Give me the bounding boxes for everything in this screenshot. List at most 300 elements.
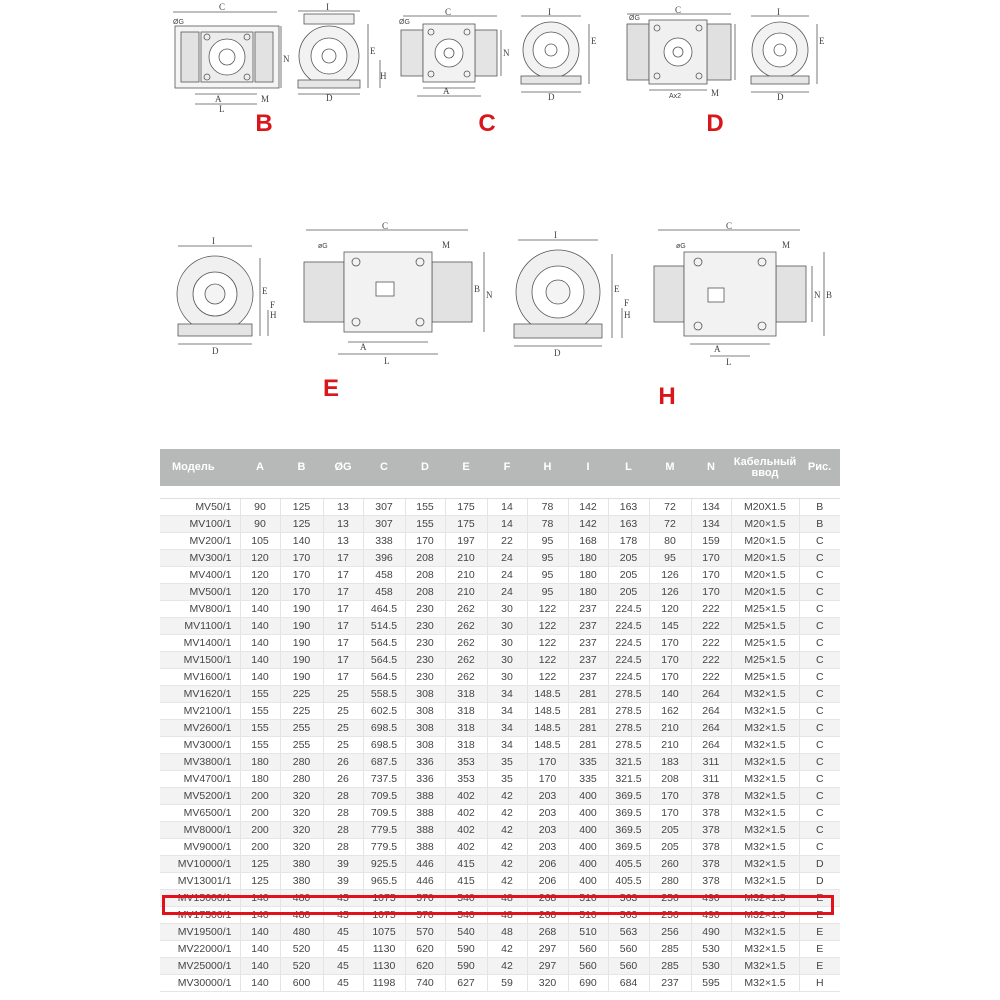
table-cell: 458 xyxy=(363,567,405,584)
table-cell: M20×1.5 xyxy=(731,516,799,533)
table-cell: 278.5 xyxy=(608,737,649,754)
table-cell: 1130 xyxy=(363,941,405,958)
table-cell: C xyxy=(799,720,840,737)
table-row xyxy=(160,686,840,703)
cell-model: MV200/1 xyxy=(160,533,240,550)
table-cell: 122 xyxy=(527,669,568,686)
table-cell: 140 xyxy=(649,686,691,703)
table-cell: 140 xyxy=(240,958,280,975)
table-cell: 224.5 xyxy=(608,669,649,686)
header-n: N xyxy=(691,449,731,486)
drawing-b-side-view xyxy=(165,4,290,114)
table-cell: 200 xyxy=(240,839,280,856)
table-cell: 14 xyxy=(487,516,527,533)
dim-a: A xyxy=(443,86,450,96)
cell-model: MV400/1 xyxy=(160,567,240,584)
table-cell: 140 xyxy=(240,652,280,669)
table-cell: 140 xyxy=(240,941,280,958)
dim-m: M xyxy=(782,240,791,250)
table-cell: 13 xyxy=(323,499,363,516)
table-cell: 45 xyxy=(323,958,363,975)
table-row xyxy=(160,618,840,635)
header-l: L xyxy=(608,449,649,486)
table-cell: 510 xyxy=(568,890,608,907)
table-cell: 620 xyxy=(405,941,445,958)
table-cell: 237 xyxy=(568,601,608,618)
cell-model: MV9000/1 xyxy=(160,839,240,856)
dim-e: E xyxy=(614,284,620,294)
table-cell: M25×1.5 xyxy=(731,601,799,618)
table-row xyxy=(160,958,840,975)
table-cell: 264 xyxy=(691,686,731,703)
table-cell: C xyxy=(799,635,840,652)
table-cell: 1198 xyxy=(363,975,405,992)
table-cell: 120 xyxy=(240,550,280,567)
table-row xyxy=(160,805,840,822)
table-cell: C xyxy=(799,550,840,567)
table-cell: 464.5 xyxy=(363,601,405,618)
table-cell: 338 xyxy=(363,533,405,550)
table-cell: 318 xyxy=(445,720,487,737)
table-cell: 200 xyxy=(240,822,280,839)
table-cell: 308 xyxy=(405,720,445,737)
header-figure: Рис. xyxy=(799,449,840,486)
drawing-c-front-view xyxy=(515,7,605,102)
table-cell: 155 xyxy=(405,516,445,533)
table-cell: 369.5 xyxy=(608,839,649,856)
table-cell: C xyxy=(799,805,840,822)
table-cell: 230 xyxy=(405,635,445,652)
table-cell: 140 xyxy=(240,669,280,686)
dim-c: C xyxy=(675,5,682,15)
table-cell: 155 xyxy=(240,737,280,754)
table-cell: 26 xyxy=(323,771,363,788)
table-cell: 458 xyxy=(363,584,405,601)
table-cell: 210 xyxy=(649,720,691,737)
table-cell: 225 xyxy=(280,686,323,703)
table-row xyxy=(160,754,840,771)
table-cell: M32×1.5 xyxy=(731,686,799,703)
highlighted-row-frame xyxy=(162,895,834,915)
table-cell: M20×1.5 xyxy=(731,584,799,601)
dim-d: D xyxy=(554,348,561,358)
table-cell: 264 xyxy=(691,737,731,754)
table-row xyxy=(160,771,840,788)
table-cell: M25×1.5 xyxy=(731,669,799,686)
table-cell: 210 xyxy=(445,567,487,584)
header-model: Модель xyxy=(160,449,240,486)
table-cell: 205 xyxy=(608,550,649,567)
table-row xyxy=(160,652,840,669)
table-cell: 28 xyxy=(323,805,363,822)
cell-model: MV1620/1 xyxy=(160,686,240,703)
table-cell: 563 xyxy=(608,907,649,924)
table-cell: M32×1.5 xyxy=(731,856,799,873)
table-row xyxy=(160,516,840,533)
table-header-row xyxy=(160,449,840,486)
table-cell: D xyxy=(799,856,840,873)
table-cell: M32×1.5 xyxy=(731,839,799,856)
table-cell: 140 xyxy=(240,890,280,907)
table-cell: 281 xyxy=(568,686,608,703)
table-cell: 42 xyxy=(487,873,527,890)
drawing-h-front-view xyxy=(508,232,638,357)
drawing-d-front-view xyxy=(745,7,830,102)
table-cell: 560 xyxy=(568,958,608,975)
table-cell: 320 xyxy=(527,975,568,992)
table-cell: 281 xyxy=(568,703,608,720)
dim-c: C xyxy=(219,2,226,12)
table-cell: 320 xyxy=(280,788,323,805)
table-cell: 210 xyxy=(445,584,487,601)
table-cell: 140 xyxy=(240,601,280,618)
table-cell: 25 xyxy=(323,703,363,720)
header-m: M xyxy=(649,449,691,486)
dim-g: øG xyxy=(318,243,328,250)
table-cell: 142 xyxy=(568,499,608,516)
table-cell: M32×1.5 xyxy=(731,975,799,992)
table-row xyxy=(160,788,840,805)
table-cell: 230 xyxy=(405,652,445,669)
table-cell: 564.5 xyxy=(363,669,405,686)
table-cell: 690 xyxy=(568,975,608,992)
table-cell: 388 xyxy=(405,839,445,856)
table-cell: 378 xyxy=(691,788,731,805)
table-cell: 140 xyxy=(280,533,323,550)
table-cell: 320 xyxy=(280,805,323,822)
table-cell: 335 xyxy=(568,754,608,771)
table-cell: 45 xyxy=(323,975,363,992)
drawing-h-side-view xyxy=(650,222,835,367)
table-cell: 570 xyxy=(405,907,445,924)
dim-m: M xyxy=(711,88,720,98)
table-cell: 140 xyxy=(240,618,280,635)
dim-l: L xyxy=(219,104,225,114)
table-cell: 684 xyxy=(608,975,649,992)
table-cell: 17 xyxy=(323,652,363,669)
table-cell: 264 xyxy=(691,703,731,720)
dim-n: N xyxy=(283,54,290,64)
table-cell: 698.5 xyxy=(363,737,405,754)
dim-c: C xyxy=(445,7,452,17)
table-cell: 155 xyxy=(240,720,280,737)
table-cell: 210 xyxy=(445,550,487,567)
table-cell: 268 xyxy=(527,907,568,924)
table-cell: 402 xyxy=(445,805,487,822)
table-cell: 222 xyxy=(691,618,731,635)
dim-a: A xyxy=(714,344,721,354)
table-cell: 590 xyxy=(445,941,487,958)
table-cell: 17 xyxy=(323,618,363,635)
table-cell: 369.5 xyxy=(608,822,649,839)
table-cell: 779.5 xyxy=(363,839,405,856)
table-cell: 42 xyxy=(487,822,527,839)
table-cell: 148.5 xyxy=(527,703,568,720)
table-cell: 30 xyxy=(487,618,527,635)
table-cell: 255 xyxy=(280,720,323,737)
table-cell: 698.5 xyxy=(363,720,405,737)
table-cell: 95 xyxy=(649,550,691,567)
table-cell: 30 xyxy=(487,652,527,669)
table-cell: 353 xyxy=(445,771,487,788)
table-cell: 175 xyxy=(445,499,487,516)
drawing-d-side-view xyxy=(615,5,740,100)
table-cell: 140 xyxy=(240,635,280,652)
table-cell: 120 xyxy=(240,567,280,584)
cell-model: MV3800/1 xyxy=(160,754,240,771)
table-cell: 709.5 xyxy=(363,805,405,822)
table-cell: 490 xyxy=(691,907,731,924)
table-cell: 307 xyxy=(363,499,405,516)
table-cell: 264 xyxy=(691,720,731,737)
table-cell: 230 xyxy=(405,618,445,635)
table-cell: M32×1.5 xyxy=(731,958,799,975)
table-cell: 180 xyxy=(568,584,608,601)
table-cell: E xyxy=(799,890,840,907)
dim-g: øG xyxy=(676,243,686,250)
table-cell: 307 xyxy=(363,516,405,533)
table-cell: 510 xyxy=(568,924,608,941)
table-cell: 120 xyxy=(649,601,691,618)
dim-i: I xyxy=(554,230,557,240)
table-cell: 595 xyxy=(691,975,731,992)
table-row xyxy=(160,720,840,737)
table-cell: 200 xyxy=(240,788,280,805)
table-cell: 388 xyxy=(405,805,445,822)
table-cell: 126 xyxy=(649,584,691,601)
table-cell: B xyxy=(799,499,840,516)
table-cell: 262 xyxy=(445,618,487,635)
cell-model: MV22000/1 xyxy=(160,941,240,958)
table-cell: 1130 xyxy=(363,958,405,975)
table-cell: 480 xyxy=(280,907,323,924)
cell-model: MV1400/1 xyxy=(160,635,240,652)
cell-model: MV300/1 xyxy=(160,550,240,567)
table-cell: 35 xyxy=(487,754,527,771)
table-cell: 1075 xyxy=(363,907,405,924)
dim-d: D xyxy=(326,93,333,103)
drawing-c-side-view xyxy=(397,7,512,100)
table-cell: 540 xyxy=(445,907,487,924)
cell-model: MV500/1 xyxy=(160,584,240,601)
table-cell: 369.5 xyxy=(608,788,649,805)
table-cell: 24 xyxy=(487,550,527,567)
table-cell: 48 xyxy=(487,890,527,907)
table-cell: 42 xyxy=(487,958,527,975)
table-cell: 925.5 xyxy=(363,856,405,873)
table-cell: 230 xyxy=(405,601,445,618)
table-cell: 175 xyxy=(445,516,487,533)
dim-ax2: Ax2 xyxy=(669,93,682,100)
dim-d: D xyxy=(548,92,555,102)
table-cell: 308 xyxy=(405,737,445,754)
table-cell: 480 xyxy=(280,924,323,941)
table-cell: 336 xyxy=(405,754,445,771)
table-cell: 203 xyxy=(527,822,568,839)
table-cell: 415 xyxy=(445,856,487,873)
table-cell: 170 xyxy=(280,550,323,567)
table-cell: 268 xyxy=(527,890,568,907)
table-cell: 122 xyxy=(527,601,568,618)
table-cell: 45 xyxy=(323,924,363,941)
table-cell: 34 xyxy=(487,703,527,720)
table-cell: M32×1.5 xyxy=(731,941,799,958)
header-c: C xyxy=(363,449,405,486)
table-cell: 134 xyxy=(691,516,731,533)
table-cell: C xyxy=(799,822,840,839)
table-cell: 163 xyxy=(608,499,649,516)
table-row xyxy=(160,584,840,601)
table-row xyxy=(160,533,840,550)
dim-h: H xyxy=(380,71,387,81)
table-cell: 627 xyxy=(445,975,487,992)
table-cell: C xyxy=(799,584,840,601)
table-cell: C xyxy=(799,737,840,754)
table-cell: 142 xyxy=(568,516,608,533)
table-cell: 45 xyxy=(323,907,363,924)
table-cell: 170 xyxy=(649,652,691,669)
table-cell: 335 xyxy=(568,771,608,788)
table-cell: 308 xyxy=(405,686,445,703)
dim-l: L xyxy=(726,357,732,367)
table-cell: 311 xyxy=(691,771,731,788)
table-cell: 237 xyxy=(568,669,608,686)
cell-model: MV13001/1 xyxy=(160,873,240,890)
dim-f: F xyxy=(270,300,276,310)
table-cell: 203 xyxy=(527,839,568,856)
table-cell: 168 xyxy=(568,533,608,550)
table-cell: 148.5 xyxy=(527,686,568,703)
table-cell: 400 xyxy=(568,873,608,890)
table-cell: M32×1.5 xyxy=(731,822,799,839)
table-cell: 210 xyxy=(649,737,691,754)
table-cell: 190 xyxy=(280,635,323,652)
table-cell: 208 xyxy=(405,550,445,567)
cell-model: MV6500/1 xyxy=(160,805,240,822)
table-cell: 737.5 xyxy=(363,771,405,788)
table-row xyxy=(160,839,840,856)
table-cell: 230 xyxy=(405,669,445,686)
table-cell: 28 xyxy=(323,788,363,805)
table-row xyxy=(160,737,840,754)
cell-model: MV4700/1 xyxy=(160,771,240,788)
table-cell: 278.5 xyxy=(608,720,649,737)
dim-d: D xyxy=(212,346,219,356)
table-cell: 125 xyxy=(280,499,323,516)
table-cell: 180 xyxy=(240,771,280,788)
table-cell: C xyxy=(799,703,840,720)
table-cell: C xyxy=(799,839,840,856)
table-cell: E xyxy=(799,907,840,924)
table-cell: 22 xyxy=(487,533,527,550)
table-cell: 72 xyxy=(649,499,691,516)
table-cell: C xyxy=(799,771,840,788)
table-cell: 262 xyxy=(445,669,487,686)
table-cell: 480 xyxy=(280,890,323,907)
table-cell: 170 xyxy=(527,754,568,771)
cell-model: MV8000/1 xyxy=(160,822,240,839)
dim-i: I xyxy=(212,236,215,246)
cell-model: MV100/1 xyxy=(160,516,240,533)
table-cell: 256 xyxy=(649,890,691,907)
table-cell: 402 xyxy=(445,822,487,839)
table-cell: 779.5 xyxy=(363,822,405,839)
table-cell: 205 xyxy=(649,839,691,856)
table-cell: 321.5 xyxy=(608,754,649,771)
table-cell: E xyxy=(799,924,840,941)
table-cell: 400 xyxy=(568,805,608,822)
table-cell: 39 xyxy=(323,873,363,890)
table-cell: 95 xyxy=(527,584,568,601)
table-cell: 530 xyxy=(691,958,731,975)
header-b: B xyxy=(280,449,323,486)
dim-e: E xyxy=(819,36,825,46)
dim-h: H xyxy=(624,310,631,320)
table-cell: 563 xyxy=(608,890,649,907)
table-cell: 400 xyxy=(568,839,608,856)
table-cell: 48 xyxy=(487,924,527,941)
table-cell: 42 xyxy=(487,856,527,873)
table-cell: C xyxy=(799,788,840,805)
table-cell: 262 xyxy=(445,635,487,652)
table-cell: 446 xyxy=(405,873,445,890)
dim-g: ØG xyxy=(399,19,410,26)
table-cell: 224.5 xyxy=(608,618,649,635)
table-cell: 388 xyxy=(405,822,445,839)
dim-n: N xyxy=(503,48,510,58)
table-cell: 80 xyxy=(649,533,691,550)
table-cell: 564.5 xyxy=(363,652,405,669)
drawing-e-side-view xyxy=(298,222,498,367)
table-cell: 378 xyxy=(691,873,731,890)
table-cell: 280 xyxy=(649,873,691,890)
table-cell: 205 xyxy=(649,822,691,839)
table-cell: C xyxy=(799,686,840,703)
table-cell: 95 xyxy=(527,533,568,550)
table-cell: 446 xyxy=(405,856,445,873)
table-cell: 90 xyxy=(240,499,280,516)
table-cell: 318 xyxy=(445,703,487,720)
dim-e: E xyxy=(370,46,376,56)
dim-i: I xyxy=(777,7,780,17)
table-cell: 45 xyxy=(323,941,363,958)
table-cell: 400 xyxy=(568,788,608,805)
dim-m: M xyxy=(261,94,270,104)
cell-model: MV25000/1 xyxy=(160,958,240,975)
dim-g: ØG xyxy=(173,19,184,26)
table-cell: 490 xyxy=(691,924,731,941)
table-cell: 42 xyxy=(487,839,527,856)
dim-f: F xyxy=(624,298,630,308)
table-cell: 206 xyxy=(527,856,568,873)
table-cell: 237 xyxy=(568,635,608,652)
table-cell: 122 xyxy=(527,635,568,652)
table-cell: 24 xyxy=(487,584,527,601)
table-cell: 122 xyxy=(527,652,568,669)
table-cell: 180 xyxy=(568,550,608,567)
table-cell: 530 xyxy=(691,941,731,958)
table-cell: 42 xyxy=(487,788,527,805)
table-cell: 125 xyxy=(240,873,280,890)
cell-model: MV5200/1 xyxy=(160,788,240,805)
table-cell: C xyxy=(799,567,840,584)
drawing-b-front-view xyxy=(290,4,390,102)
table-cell: 563 xyxy=(608,924,649,941)
table-cell: 224.5 xyxy=(608,652,649,669)
table-cell: 378 xyxy=(691,856,731,873)
table-cell: 510 xyxy=(568,907,608,924)
table-cell: 17 xyxy=(323,584,363,601)
